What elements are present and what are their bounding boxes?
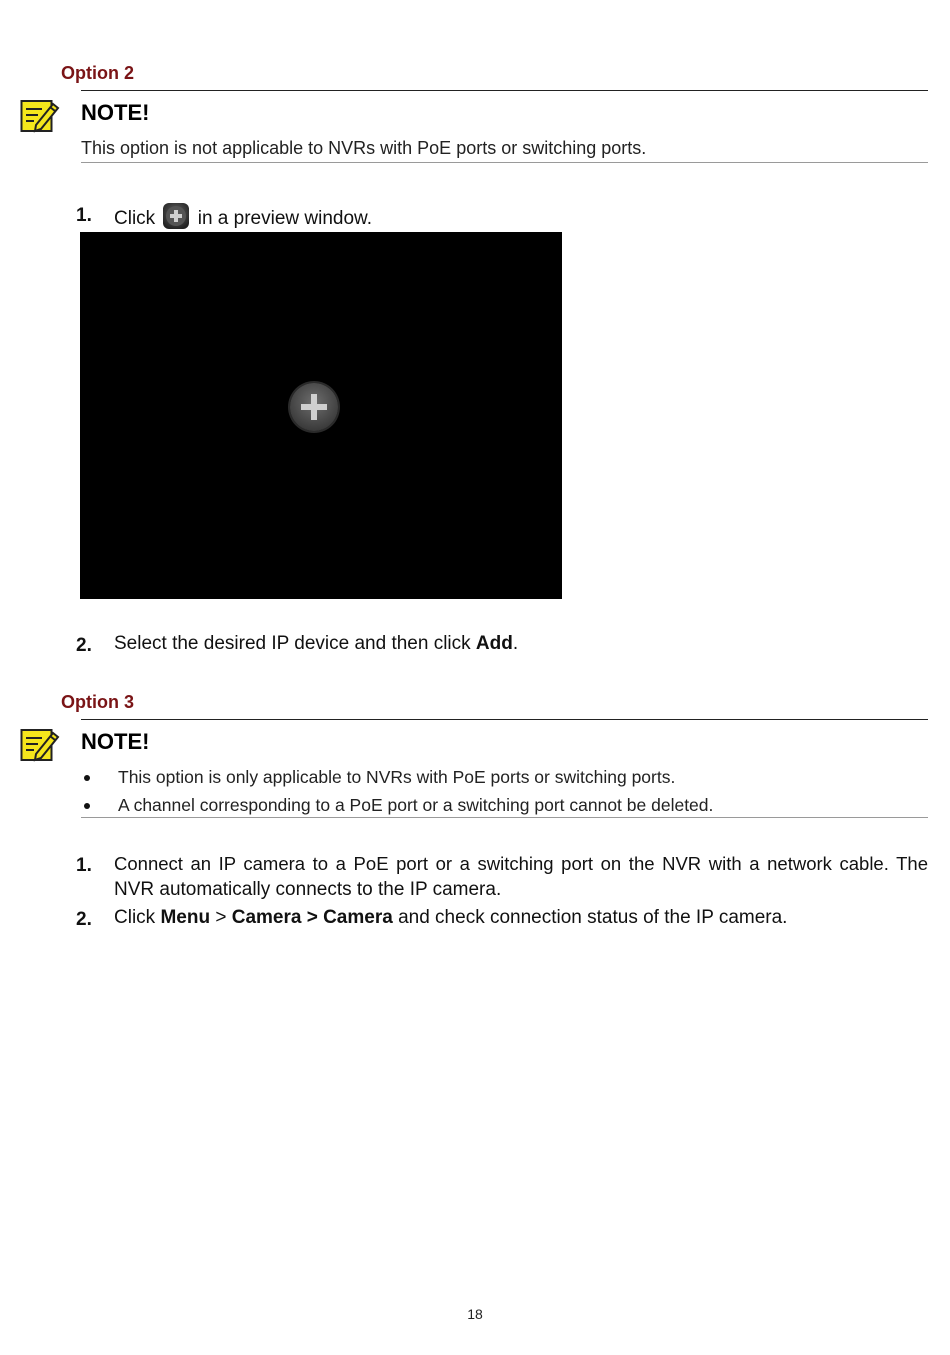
step-number: 1. bbox=[76, 855, 92, 876]
step-text: Click Menu > Camera > Camera and check connection status of the IP camera. bbox=[114, 907, 788, 928]
step-text bbox=[114, 203, 372, 230]
step-text-line-2: NVR automatically connects to the IP camera. bbox=[114, 879, 502, 900]
note-text: This option is not applicable to NVRs with PoE ports or switching ports. bbox=[81, 138, 647, 158]
step-text: Select the desired IP device and then click Add. bbox=[114, 633, 519, 654]
preview-window[interactable] bbox=[80, 232, 562, 599]
add-keyword: Add bbox=[475, 633, 513, 654]
step-text-after: in a preview window. bbox=[197, 208, 372, 229]
note-title: NOTE! bbox=[81, 729, 150, 754]
note-title: NOTE! bbox=[81, 100, 150, 125]
step-number: 1. bbox=[76, 205, 92, 226]
page-number: 18 bbox=[467, 1306, 483, 1322]
option-3-rule bbox=[81, 719, 928, 720]
menu-keyword: Menu bbox=[160, 907, 211, 928]
camera-keyword: Camera > Camera bbox=[231, 907, 393, 928]
note-rule bbox=[81, 817, 928, 818]
bullet bbox=[84, 803, 90, 809]
note-rule bbox=[81, 162, 928, 163]
note-bullet-text: A channel corresponding to a PoE port or a switching port cannot be deleted. bbox=[118, 795, 714, 815]
step-text-line-1: Connect an IP camera to a PoE port or a switching port on the NVR with a network cable. The bbox=[114, 853, 928, 874]
option-3-heading: Option 3 bbox=[61, 692, 134, 712]
step-number: 2. bbox=[76, 909, 92, 930]
step-number: 2. bbox=[76, 635, 92, 656]
note-pencil-icon bbox=[20, 727, 60, 763]
bullet bbox=[84, 775, 90, 781]
note-bullet-text: This option is only applicable to NVRs with PoE ports or switching ports. bbox=[118, 767, 676, 787]
step-text-before: Click bbox=[114, 208, 156, 229]
option-2-rule bbox=[81, 90, 928, 91]
add-device-button[interactable] bbox=[290, 383, 338, 431]
plus-circle-icon bbox=[163, 203, 189, 229]
note-pencil-icon bbox=[20, 98, 60, 134]
option-2-heading: Option 2 bbox=[61, 63, 134, 83]
